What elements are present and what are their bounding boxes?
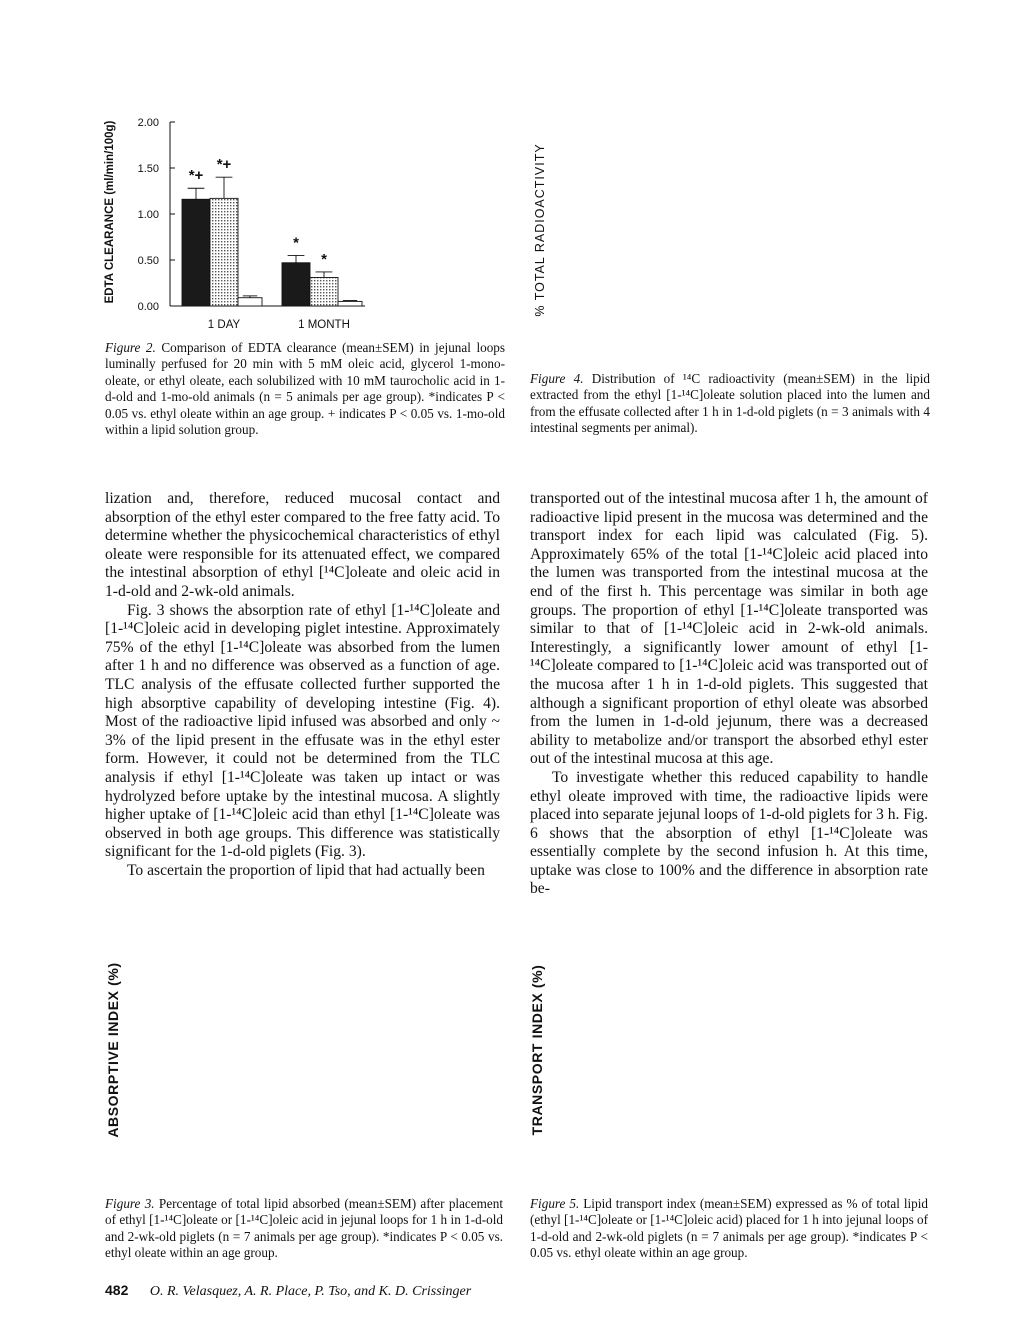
fig2-significance-mark: *+: [188, 167, 204, 185]
figure-2-caption: [105, 340, 505, 438]
body-paragraph: To ascertain the proportion of lipid that had actually been: [127, 861, 485, 879]
figure-4-chart: [520, 100, 960, 370]
fig2-y-tick-label: 1.00: [137, 209, 159, 221]
fig2-category-label: 1 MONTH: [298, 319, 350, 331]
fig2-bar-ethyl-oleate: [238, 298, 262, 306]
fig4-ylabel: % TOTAL RADIOACTIVITY: [533, 143, 547, 317]
fig5-caption-label: Figure 5.: [530, 1196, 580, 1211]
fig2-significance-mark: *: [293, 234, 299, 252]
body-text-left-column: [105, 490, 500, 880]
body-text-right-column: [530, 490, 928, 899]
fig2-y-tick-label: 2.00: [137, 117, 159, 129]
fig2-category-label: 1 DAY: [207, 319, 241, 331]
fig2-bar-oleic-acid: [282, 263, 310, 306]
fig2-ylabel: EDTA CLEARANCE (ml/min/100g): [104, 120, 116, 304]
figure-2-chart: [95, 100, 535, 340]
fig3-ylabel: ABSORPTIVE INDEX (%): [105, 962, 121, 1138]
fig2-bar-oleic-acid: [182, 199, 210, 306]
fig2-y-tick-label: 0.50: [137, 255, 159, 267]
fig4-caption-text: Distribution of ¹⁴C radioactivity (mean±SEM) in the lipid extracted from the ethyl [1-¹⁴C]oleate solution placed into the lumen and from the effusate collected after 1 h in 1-d-old piglets (n = 3 animals with 4 intestinal segments per animal).: [530, 371, 931, 436]
body-paragraph: transported out of the intestinal mucosa after 1 h, the amount of radioactive lipid present in the mucosa was determined and the transport index for each lipid was calculated (Fig. 5). Approximately 65% of the total [1-¹⁴C]oleic acid placed into the lumen was transported from the intestinal mucosa at the end of the first h. This percentage was similar in both age groups. The proportion of ethyl [1-¹⁴C]oleate transported was similar to that of [1-¹⁴C]oleic acid in 2-wk-old animals. Interestingly, a significantly lower amount of ethyl [1-¹⁴C]oleate compared to [1-¹⁴C]oleic acid was transported out of the mucosa after 1 h in 1-d-old piglets. This suggested that although a significant proportion of ethyl oleate was absorbed from the lumen in 1-d-old jejunum, there was a decreased ability to metabolize and/or transport the absorbed ethyl ester out of the intestinal mucosa at this age.: [530, 490, 928, 768]
body-paragraph: To investigate whether this reduced capability to handle ethyl oleate improved with time, the radioactive lipids were placed into separate jejunal loops of 1-d-old piglets for 3 h. Fig. 6 shows that the absorption of ethyl [1-¹⁴C]oleate was essentially complete by the second infusion h. At this time, uptake was close to 100% and the difference in absorption rate be-: [530, 768, 928, 898]
fig2-y-tick-label: 1.50: [137, 163, 159, 175]
body-paragraph: lization and, therefore, reduced mucosal contact and absorption of the ethyl ester compared to the free fatty acid. To determine whether the physicochemical characteristics of ethyl oleate were responsible for its attenuated effect, we compared the intestinal absorption of ethyl [¹⁴C]oleate and oleic acid in 1-d-old and 2-wk-old animals.: [105, 490, 500, 600]
fig5-ylabel: TRANSPORT INDEX (%): [529, 964, 545, 1136]
fig2-bar-ethyl-oleate: [338, 301, 362, 306]
body-paragraph: Fig. 3 shows the absorption rate of ethyl [1-¹⁴C]oleate and [1-¹⁴C]oleic acid in developing piglet intestine. Approximately 75% of the ethyl [1-¹⁴C]oleate was absorbed from the lumen after 1 h and no difference was observed as a function of age. TLC analysis of the effusate collected further supported the high absorptive capability of developing intestine (Fig. 4). Most of the radioactive lipid infused was absorbed and only ~ 3% of the lipid present in the effusate was in the ethyl ester form. However, it could not be determined from the TLC analysis if ethyl [1-¹⁴C]oleate was taken up intact or was hydrolyzed before uptake by the intestinal mucosa. A slightly higher uptake of [1-¹⁴C]oleic acid than ethyl [1-¹⁴C]oleate was observed in both age groups. This difference was statistically significant for the 1-d-old piglets (Fig. 3).: [105, 601, 500, 861]
fig3-caption-label: Figure 3.: [105, 1196, 155, 1211]
fig2-significance-mark: *+: [216, 156, 232, 174]
figure-4-caption: [530, 371, 930, 437]
fig2-caption-text: Comparison of EDTA clearance (mean±SEM) in jejunal loops luminally perfused for 20 min with 5 mM oleic acid, glycerol 1-mono-oleate, or ethyl oleate, each solubilized with 10 mM taurocholic acid in 1-d-old and 1-mo-old animals (n = 5 animals per age group). *indicates P < 0.05 vs. ethyl oleate within an age group. + indicates P < 0.05 vs. 1-mo-old within a lipid solution group.: [105, 340, 506, 438]
page-number: 482: [105, 1282, 129, 1298]
running-authors: O. R. Velasquez, A. R. Place, P. Tso, and K. D. Crissinger: [149, 1284, 472, 1299]
fig2-caption-label: Figure 2.: [105, 340, 156, 355]
fig2-bar-mono-oleate: [210, 198, 238, 306]
fig2-significance-mark: *: [321, 250, 327, 268]
page-footer: [105, 1282, 471, 1300]
fig3-caption-text: Percentage of total lipid absorbed (mean±SEM) after placement of ethyl [1-¹⁴C]oleate or [1-¹⁴C]oleic acid in jejunal loops for 1 h in 1-d-old and 2-wk-old piglets (n = 7 animals per age group). *indicates P < 0.05 vs. ethyl oleate within an age group.: [105, 1196, 504, 1261]
fig2-y-tick-label: 0.00: [137, 301, 159, 313]
fig4-caption-label: Figure 4.: [530, 371, 584, 386]
figure-3-chart: [95, 925, 520, 1190]
figure-5-chart: [520, 925, 950, 1190]
figure-5-caption: [530, 1196, 928, 1262]
fig2-bar-mono-oleate: [310, 277, 338, 306]
figure-3-caption: [105, 1196, 503, 1262]
fig5-caption-text: Lipid transport index (mean±SEM) expressed as % of total lipid (ethyl [1-¹⁴C]oleate or [1-¹⁴C]oleic acid) placed for 1 h into jejunal loops of 1-d-old and 2-wk-old piglets (n = 7 animals per age group). *indicates P < 0.05 vs. ethyl oleate within an age group.: [530, 1196, 929, 1261]
